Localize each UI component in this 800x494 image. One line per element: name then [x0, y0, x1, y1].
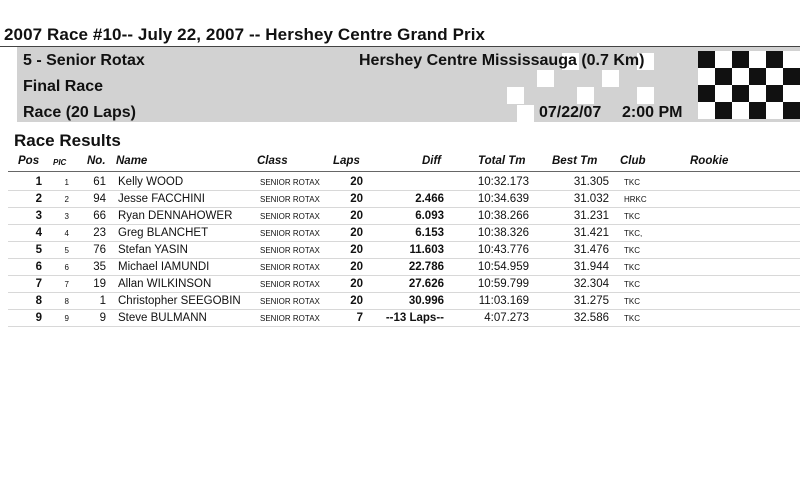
cell-club: HRKC [624, 195, 647, 204]
cell-pic: 6 [64, 263, 69, 272]
table-row [0, 225, 800, 242]
col-header-best: Best Tm [552, 155, 598, 167]
col-header-club: Club [620, 155, 646, 167]
checker-square [602, 70, 619, 87]
session-name: Final Race [23, 78, 104, 95]
race-time: 2:00 PM [622, 104, 683, 121]
cell-no: 61 [93, 176, 106, 188]
checker-square [766, 68, 783, 85]
cell-diff: 6.153 [415, 227, 444, 239]
cell-class: SENIOR ROTAX [260, 178, 320, 187]
race-date: 07/22/07 [539, 104, 602, 121]
checker-square [749, 51, 766, 68]
page-title [4, 25, 485, 45]
cell-no: 66 [93, 210, 106, 222]
col-header-no: No. [87, 155, 106, 167]
cell-no: 94 [93, 193, 106, 205]
checker-square [537, 70, 554, 87]
checker-square [517, 105, 534, 122]
table-row [0, 242, 800, 259]
track-name: Hershey Centre Mississauga (0.7 Km) [359, 52, 645, 69]
cell-club: TKC [624, 178, 640, 187]
cell-club: TKC [624, 280, 640, 289]
col-header-pos: Pos [18, 155, 40, 167]
checker-square [732, 51, 749, 68]
cell-class: SENIOR ROTAX [260, 297, 320, 306]
cell-pic: 3 [64, 212, 69, 221]
checker-square [715, 51, 732, 68]
cell-class: SENIOR ROTAX [260, 263, 320, 272]
cell-laps: 20 [350, 261, 363, 273]
cell-club: TKC [624, 246, 640, 255]
cell-class: SENIOR ROTAX [260, 195, 320, 204]
row-divider [8, 326, 800, 327]
cell-club: TKC [624, 263, 640, 272]
cell-class: SENIOR ROTAX [260, 280, 320, 289]
checker-square [749, 102, 766, 119]
col-header-diff: Diff [422, 155, 441, 167]
checker-square [698, 102, 715, 119]
cell-class: SENIOR ROTAX [260, 314, 320, 323]
checker-square [732, 85, 749, 102]
table-row [0, 174, 800, 191]
cell-pic: 5 [64, 246, 69, 255]
cell-club: TKC [624, 297, 640, 306]
cell-name: Steve BULMANN [118, 312, 207, 324]
table-row [0, 208, 800, 225]
cell-best: 31.421 [573, 227, 609, 239]
cell-diff: 30.996 [408, 295, 444, 307]
race-info-banner [17, 47, 800, 122]
checker-square [749, 85, 766, 102]
cell-best: 31.305 [573, 176, 609, 188]
cell-pos: 6 [35, 261, 42, 273]
cell-best: 31.275 [573, 295, 609, 307]
cell-club: TKC [624, 314, 640, 323]
cell-pic: 2 [64, 195, 69, 204]
cell-class: SENIOR ROTAX [260, 246, 320, 255]
checker-square [715, 85, 732, 102]
cell-total: 10:59.799 [477, 278, 529, 290]
col-header-total: Total Tm [478, 155, 526, 167]
checker-square [783, 85, 800, 102]
checker-square [783, 102, 800, 119]
cell-total: 10:34.639 [477, 193, 529, 205]
table-row [0, 293, 800, 310]
cell-pos: 2 [35, 193, 42, 205]
checker-square [766, 51, 783, 68]
cell-no: 9 [99, 312, 106, 324]
cell-name: Michael IAMUNDI [118, 261, 210, 273]
checker-square [766, 85, 783, 102]
cell-laps: 20 [350, 295, 363, 307]
cell-total: 4:07.273 [484, 312, 529, 324]
col-header-pic: PIC [53, 158, 67, 167]
checker-square [577, 87, 594, 104]
checker-square [783, 68, 800, 85]
cell-total: 11:03.169 [478, 295, 529, 307]
cell-best: 31.476 [573, 244, 609, 256]
cell-pos: 8 [35, 295, 42, 307]
cell-name: Allan WILKINSON [118, 278, 212, 290]
cell-total: 10:43.776 [477, 244, 529, 256]
table-row [0, 310, 800, 327]
cell-pos: 4 [35, 227, 42, 239]
cell-laps: 20 [350, 210, 363, 222]
cell-pos: 9 [35, 312, 42, 324]
cell-name: Greg BLANCHET [118, 227, 209, 239]
cell-best: 31.032 [573, 193, 609, 205]
cell-diff: 11.603 [409, 244, 444, 256]
cell-diff: 2.466 [415, 193, 444, 205]
class-heading: 5 - Senior Rotax [23, 52, 145, 69]
cell-no: 76 [93, 244, 106, 256]
cell-club: TKC, [624, 229, 643, 238]
cell-no: 35 [93, 261, 106, 273]
race-title: 2007 Race #10-- July 22, 2007 -- Hershey Centre Grand Prix [4, 25, 486, 44]
cell-best: 31.231 [573, 210, 609, 222]
col-header-laps: Laps [333, 155, 360, 167]
section-title: Race Results [14, 131, 121, 150]
checker-square [715, 68, 732, 85]
checker-square [749, 68, 766, 85]
cell-pos: 3 [35, 210, 42, 222]
cell-no: 23 [93, 227, 106, 239]
cell-best: 32.586 [573, 312, 609, 324]
race-length: Race (20 Laps) [23, 104, 136, 121]
cell-best: 31.944 [573, 261, 609, 273]
cell-class: SENIOR ROTAX [260, 212, 320, 221]
cell-pos: 1 [35, 176, 42, 188]
cell-diff: 6.093 [415, 210, 444, 222]
checker-square [507, 87, 524, 104]
cell-laps: 20 [350, 176, 363, 188]
cell-diff: --13 Laps-- [385, 312, 444, 324]
col-header-rookie: Rookie [690, 155, 729, 167]
cell-name: Ryan DENNAHOWER [118, 210, 233, 222]
cell-laps: 20 [350, 193, 363, 205]
cell-best: 32.304 [573, 278, 609, 290]
table-row [0, 276, 800, 293]
cell-diff: 27.626 [408, 278, 444, 290]
checker-square [698, 51, 715, 68]
cell-pos: 7 [35, 278, 42, 290]
header-divider [8, 171, 800, 172]
cell-pos: 5 [35, 244, 42, 256]
checker-square [766, 102, 783, 119]
checker-square [637, 87, 654, 104]
cell-total: 10:54.959 [477, 261, 529, 273]
cell-club: TKC [624, 212, 640, 221]
cell-pic: 1 [64, 178, 69, 187]
cell-name: Kelly WOOD [118, 176, 184, 188]
cell-pic: 4 [64, 229, 69, 238]
cell-name: Christopher SEEGOBIN [118, 295, 241, 307]
cell-pic: 8 [64, 297, 69, 306]
checker-square [698, 85, 715, 102]
cell-diff: 22.786 [408, 261, 444, 273]
cell-laps: 20 [350, 227, 363, 239]
cell-pic: 7 [64, 280, 69, 289]
checker-square [783, 51, 800, 68]
checker-square [698, 68, 715, 85]
cell-total: 10:32.173 [477, 176, 529, 188]
cell-laps: 7 [356, 312, 363, 324]
cell-no: 1 [99, 295, 106, 307]
table-row [0, 259, 800, 276]
cell-name: Stefan YASIN [118, 244, 188, 256]
cell-total: 10:38.266 [477, 210, 529, 222]
checker-square [732, 68, 749, 85]
cell-total: 10:38.326 [477, 227, 529, 239]
checker-square [715, 102, 732, 119]
table-row [0, 191, 800, 208]
checker-square [732, 102, 749, 119]
cell-laps: 20 [350, 278, 363, 290]
cell-laps: 20 [350, 244, 363, 256]
cell-class: SENIOR ROTAX [260, 229, 320, 238]
col-header-name: Name [116, 155, 148, 167]
cell-no: 19 [93, 278, 106, 290]
col-header-class: Class [257, 155, 288, 167]
cell-name: Jesse FACCHINI [118, 193, 205, 205]
cell-pic: 9 [64, 314, 69, 323]
